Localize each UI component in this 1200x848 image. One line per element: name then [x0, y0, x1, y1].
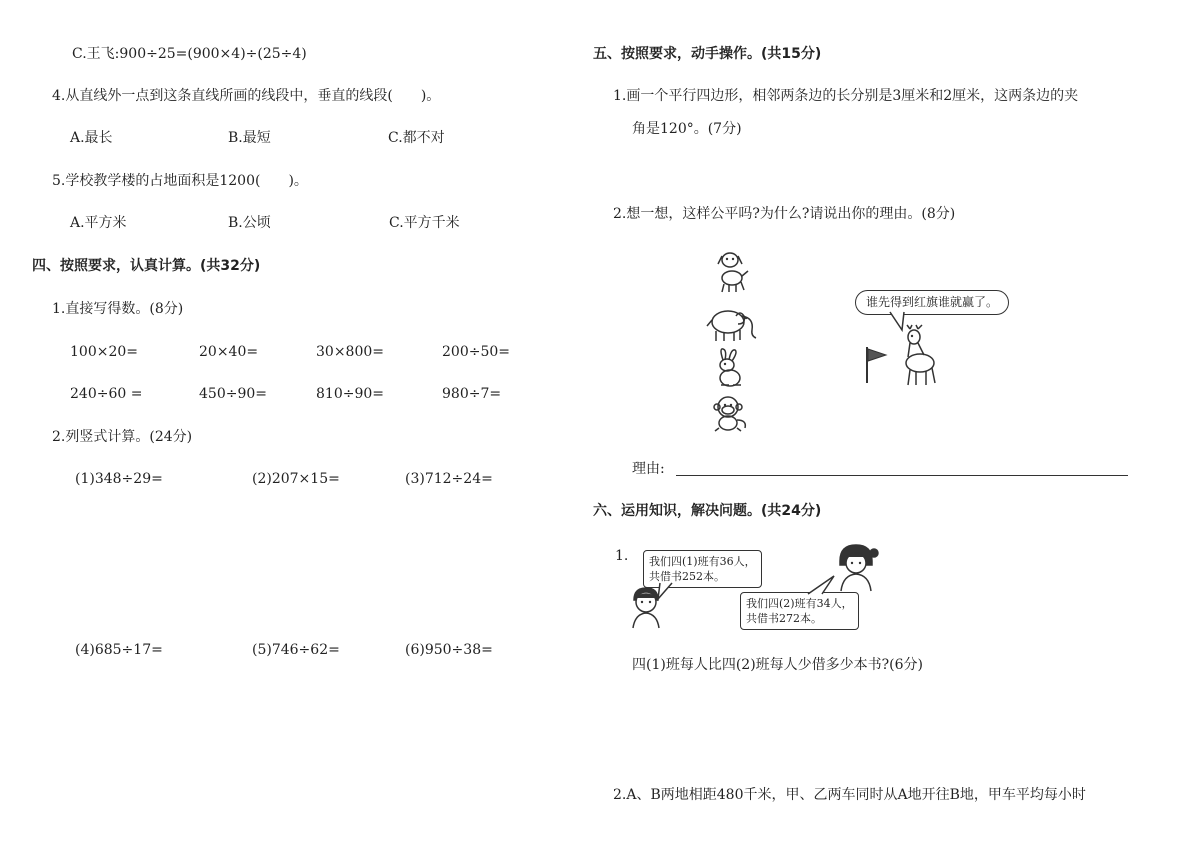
- section4-part2-title: 2.列竖式计算。(24分): [52, 429, 193, 445]
- q4-option-c[interactable]: C.都不对: [388, 130, 445, 146]
- oral-calc-item: 810÷90=: [316, 386, 384, 402]
- dog-icon: [712, 248, 752, 294]
- reason-label: 理由:: [632, 461, 665, 477]
- q4-option-b[interactable]: B.最短: [228, 130, 271, 146]
- q4-stem: 4.从直线外一点到这条直线所画的线段中，垂直的线段( )。: [52, 88, 441, 104]
- section5-q1-line1: 1.画一个平行四边形，相邻两条边的长分别是3厘米和2厘米，这两条边的夹: [613, 88, 1079, 104]
- oral-calc-item: 200÷50=: [442, 344, 510, 360]
- section5-q1-line2: 角是120°。(7分): [632, 121, 742, 137]
- vertical-calc-item: (4)685÷17=: [75, 642, 163, 658]
- oral-calc-item: 20×40=: [199, 344, 259, 360]
- reason-answer-line[interactable]: [676, 475, 1128, 476]
- section5-title: 五、按照要求，动手操作。(共15分): [593, 46, 822, 62]
- oral-calc-item: 980÷7=: [442, 386, 502, 402]
- monkey-icon: [710, 394, 750, 432]
- section6-q1-number: 1.: [615, 548, 629, 564]
- section5-q2: 2.想一想，这样公平吗?为什么?请说出你的理由。(8分): [613, 206, 956, 222]
- vertical-calc-item: (5)746÷62=: [252, 642, 340, 658]
- oral-calc-item: 30×800=: [316, 344, 384, 360]
- deer-icon: [896, 325, 946, 387]
- section4-title: 四、按照要求，认真计算。(共32分): [32, 258, 261, 274]
- vertical-calc-item: (2)207×15=: [252, 471, 340, 487]
- section6-q2: 2.A、B两地相距480千米，甲、乙两车同时从A地开往B地，甲车平均每小时: [613, 787, 1086, 803]
- q5-option-c[interactable]: C.平方千米: [389, 215, 460, 231]
- speech-bubble: 谁先得到红旗谁就赢了。: [855, 290, 1009, 315]
- boy-speech-line: 我们四(1)班有36人，: [649, 555, 756, 568]
- oral-calc-item: 450÷90=: [199, 386, 267, 402]
- q5-option-a[interactable]: A.平方米: [70, 215, 127, 231]
- girl-speech-bubble: [740, 592, 859, 630]
- girl-speech-line: 我们四(2)班有34人，: [746, 597, 853, 610]
- section6-title: 六、运用知识，解决问题。(共24分): [593, 503, 822, 519]
- elephant-icon: [706, 306, 758, 342]
- oral-calc-item: 100×20=: [70, 344, 138, 360]
- section4-part1-title: 1.直接写得数。(8分): [52, 301, 184, 317]
- section6-q1-question: 四(1)班每人比四(2)班每人少借多少本书?(6分): [632, 657, 923, 673]
- girl-speech-line: 共借书272本。: [746, 612, 822, 625]
- q4-option-a[interactable]: A.最长: [70, 130, 113, 146]
- vertical-calc-item: (6)950÷38=: [405, 642, 493, 658]
- vertical-calc-item: (1)348÷29=: [75, 471, 163, 487]
- boy-avatar: [628, 586, 664, 630]
- q3-option-c: C.王飞:900÷25=(900×4)÷(25÷4): [72, 46, 307, 62]
- rabbit-icon: [713, 348, 747, 388]
- vertical-calc-item: (3)712÷24=: [405, 471, 493, 487]
- boy-speech-line: 共借书252本。: [649, 570, 725, 583]
- girl-avatar: [832, 543, 880, 593]
- q5-stem: 5.学校教学楼的占地面积是1200( )。: [52, 173, 308, 189]
- oral-calc-item: 240÷60 =: [70, 386, 143, 402]
- q5-option-b[interactable]: B.公顷: [228, 215, 271, 231]
- red-flag-icon: [864, 345, 894, 385]
